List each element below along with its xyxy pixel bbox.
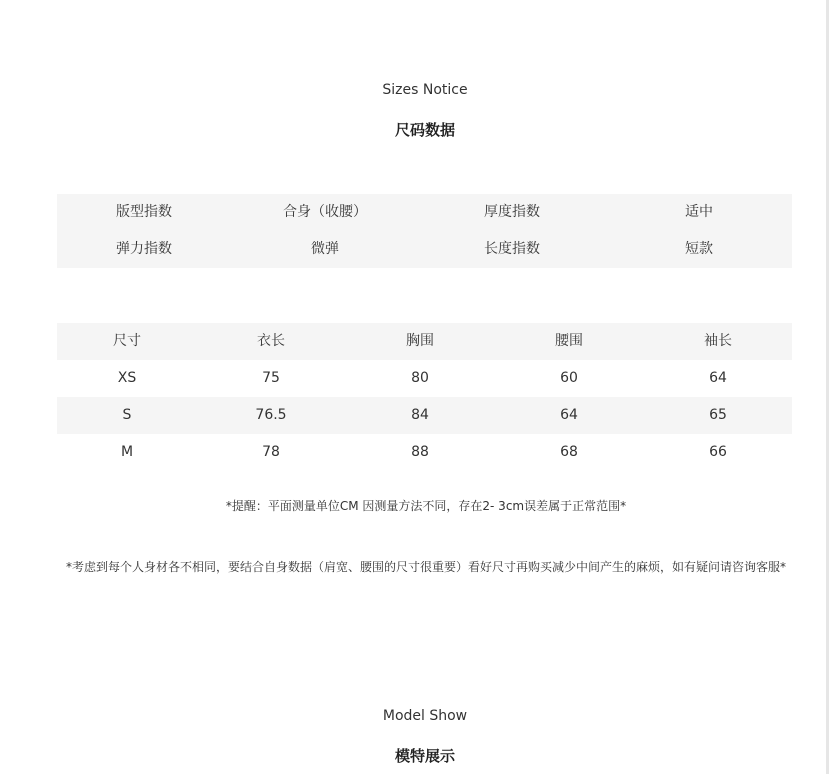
- attribute-row: [57, 231, 792, 268]
- table-cell: 80: [411, 370, 429, 386]
- column-header: 尺寸: [113, 333, 141, 349]
- attribute-value: 微弹: [311, 241, 339, 257]
- size-label: XS: [117, 370, 137, 386]
- size-table-header: [57, 323, 792, 360]
- fit-attributes-table: [57, 194, 792, 268]
- column-header: 胸围: [406, 333, 434, 349]
- column-header: 腰围: [555, 333, 583, 349]
- attribute-value: 合身（收腰）: [283, 204, 367, 220]
- size-label: S: [122, 407, 132, 423]
- attribute-value: 适中: [685, 204, 713, 220]
- size-label: M: [120, 444, 134, 460]
- column-header: 衣长: [257, 333, 285, 349]
- attribute-label: 弹力指数: [116, 241, 172, 257]
- table-cell: 65: [709, 407, 727, 423]
- attribute-label: 长度指数: [484, 241, 540, 257]
- table-cell: 64: [709, 370, 727, 386]
- attribute-label: 版型指数: [116, 204, 172, 220]
- table-row: [57, 360, 792, 397]
- attribute-label: 厚度指数: [484, 204, 540, 220]
- table-cell: 60: [560, 370, 578, 386]
- sizes-notice-title: Sizes Notice: [382, 82, 468, 98]
- column-header: 袖长: [704, 333, 732, 349]
- attribute-row: [57, 194, 792, 231]
- model-show-title-cn: 模特展示: [394, 747, 455, 765]
- table-row: [57, 397, 792, 434]
- attribute-value: 短款: [685, 241, 713, 257]
- table-cell: 84: [411, 407, 429, 423]
- table-cell: 88: [411, 444, 429, 460]
- table-cell: 68: [560, 444, 578, 460]
- table-cell: 75: [262, 370, 280, 386]
- model-show-title: Model Show: [382, 708, 468, 724]
- table-cell: 78: [262, 444, 280, 460]
- table-row: [57, 434, 792, 471]
- table-cell: 66: [709, 444, 727, 460]
- measurement-note: *提醒：平面测量单位CM 因测量方法不同，存在2- 3cm误差属于正常范围*: [225, 499, 627, 513]
- table-cell: 76.5: [255, 407, 287, 423]
- table-cell: 64: [560, 407, 578, 423]
- sizes-data-title: 尺码数据: [394, 121, 455, 139]
- sizing-advice-note: *考虑到每个人身材各不相同，要结合自身数据（肩宽、腰围的尺寸很重要）看好尺寸再购买减少中间产生的麻烦，如有疑问请咨询客服*: [65, 560, 786, 574]
- size-chart-table: [57, 323, 792, 471]
